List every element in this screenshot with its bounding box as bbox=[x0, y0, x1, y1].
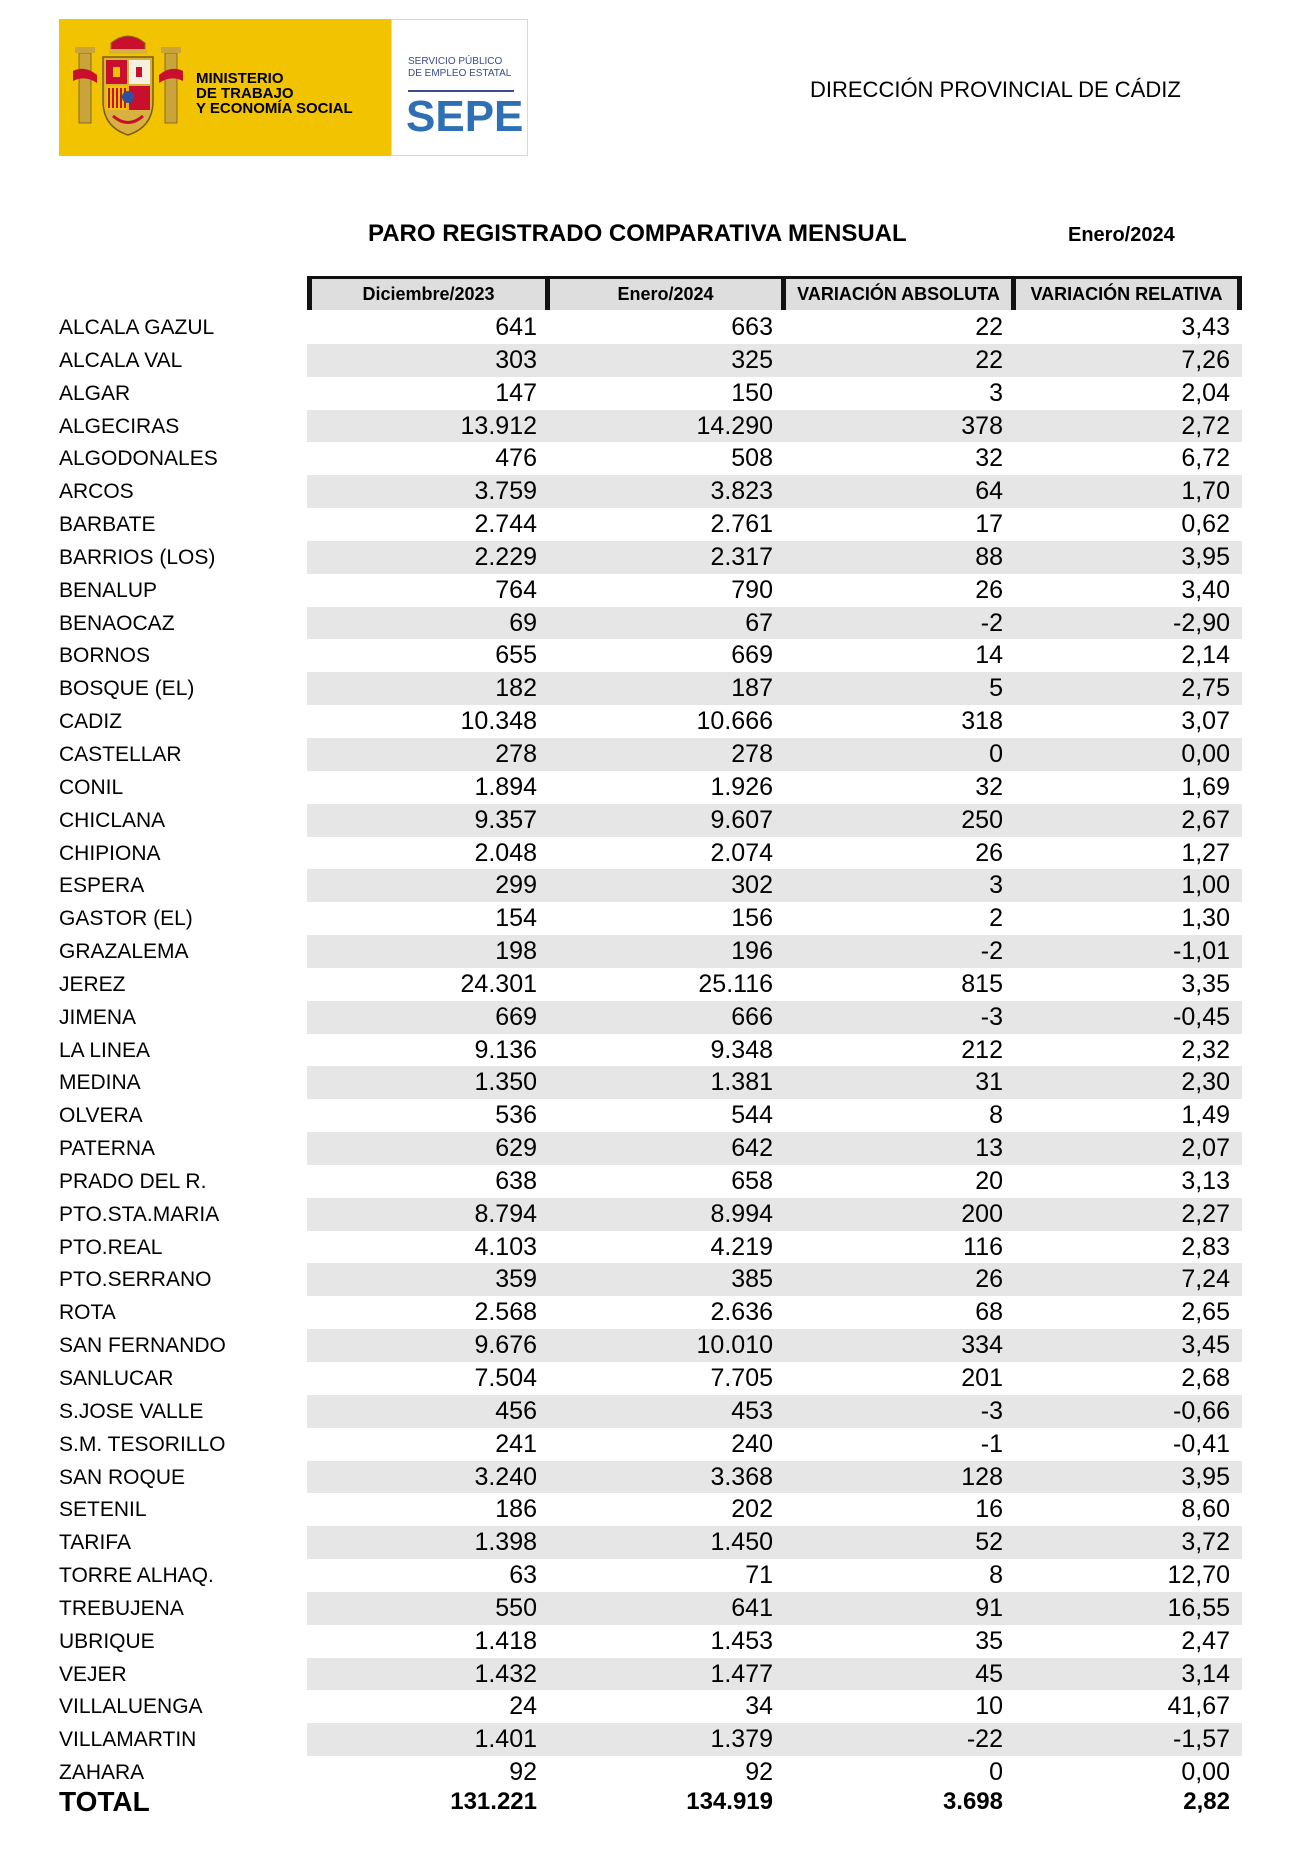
row-municipality: PTO.STA.MARIA bbox=[59, 1202, 220, 1226]
row-enero: 2.636 bbox=[710, 1298, 773, 1327]
row-enero: 641 bbox=[731, 1593, 773, 1622]
row-variacion-absoluta: 0 bbox=[989, 739, 1003, 768]
table-row bbox=[0, 1428, 1302, 1461]
row-municipality: ALCALA GAZUL bbox=[59, 316, 215, 339]
row-municipality: VEJER bbox=[59, 1662, 127, 1686]
row-municipality: OLVERA bbox=[59, 1104, 143, 1128]
row-diciembre: 182 bbox=[495, 674, 537, 703]
sepe-wordmark: SEPE bbox=[406, 92, 524, 141]
row-enero: 666 bbox=[731, 1002, 773, 1031]
row-variacion-absoluta: 334 bbox=[961, 1331, 1003, 1360]
row-enero: 7.705 bbox=[710, 1364, 773, 1392]
row-enero: 544 bbox=[731, 1101, 773, 1130]
row-diciembre: 9.357 bbox=[474, 805, 537, 834]
row-municipality: SAN ROQUE bbox=[59, 1465, 186, 1489]
table-row bbox=[0, 1526, 1302, 1559]
row-variacion-relativa: 2,83 bbox=[1181, 1232, 1230, 1261]
row-variacion-relativa: 2,04 bbox=[1181, 378, 1230, 407]
row-variacion-absoluta: 26 bbox=[975, 1265, 1003, 1294]
row-municipality: MEDINA bbox=[59, 1071, 141, 1095]
row-variacion-relativa: 12,70 bbox=[1167, 1561, 1230, 1590]
row-variacion-relativa: 2,14 bbox=[1181, 641, 1230, 670]
col-header-enero: Enero/2024 bbox=[545, 276, 781, 310]
row-enero: 71 bbox=[745, 1561, 773, 1590]
row-variacion-relativa: 1,70 bbox=[1181, 477, 1230, 506]
row-variacion-relativa: 41,67 bbox=[1167, 1692, 1230, 1721]
row-enero: 92 bbox=[745, 1758, 773, 1787]
row-enero: 10.010 bbox=[696, 1331, 773, 1360]
row-diciembre: 1.398 bbox=[474, 1528, 537, 1557]
row-municipality: JIMENA bbox=[59, 1005, 137, 1029]
table-row bbox=[0, 1001, 1302, 1034]
row-variacion-relativa: -0,41 bbox=[1173, 1429, 1230, 1458]
table-row bbox=[0, 1690, 1302, 1723]
row-diciembre: 92 bbox=[509, 1758, 537, 1787]
row-variacion-absoluta: 8 bbox=[989, 1561, 1003, 1590]
row-municipality: BARBATE bbox=[59, 513, 156, 537]
row-diciembre: 4.103 bbox=[474, 1232, 537, 1261]
row-variacion-relativa: 2,72 bbox=[1181, 411, 1230, 440]
row-enero: 325 bbox=[731, 345, 773, 374]
row-enero: 150 bbox=[731, 378, 773, 407]
table-row bbox=[0, 1296, 1302, 1329]
total-row bbox=[0, 1782, 1302, 1822]
row-municipality: SANLUCAR bbox=[59, 1367, 174, 1390]
row-enero: 240 bbox=[731, 1429, 773, 1458]
table-row bbox=[0, 738, 1302, 771]
row-variacion-relativa: 3,95 bbox=[1181, 1462, 1230, 1491]
table-row bbox=[0, 1329, 1302, 1362]
row-diciembre: 629 bbox=[495, 1134, 537, 1163]
row-municipality: PATERNA bbox=[59, 1137, 156, 1161]
row-enero: 302 bbox=[731, 871, 773, 900]
direccion-provincial: DIRECCIÓN PROVINCIAL DE CÁDIZ bbox=[810, 77, 1181, 102]
row-variacion-absoluta: 3 bbox=[989, 871, 1003, 900]
row-diciembre: 13.912 bbox=[460, 411, 537, 440]
row-variacion-relativa: 2,68 bbox=[1181, 1364, 1230, 1392]
row-enero: 1.381 bbox=[710, 1068, 773, 1097]
row-enero: 1.450 bbox=[710, 1528, 773, 1557]
table-row bbox=[0, 1461, 1302, 1494]
table-row bbox=[0, 1362, 1302, 1395]
row-variacion-absoluta: 0 bbox=[989, 1758, 1003, 1787]
row-municipality: VILLAMARTIN bbox=[59, 1728, 197, 1752]
table-row bbox=[0, 1658, 1302, 1691]
row-diciembre: 359 bbox=[495, 1265, 537, 1294]
row-diciembre: 10.348 bbox=[460, 707, 537, 736]
table-row bbox=[0, 902, 1302, 935]
row-diciembre: 3.240 bbox=[474, 1462, 537, 1491]
row-diciembre: 1.894 bbox=[474, 772, 537, 801]
table-row bbox=[0, 410, 1302, 443]
table-row bbox=[0, 377, 1302, 410]
row-variacion-relativa: 7,24 bbox=[1181, 1265, 1230, 1294]
table-row bbox=[0, 935, 1302, 968]
row-diciembre: 764 bbox=[495, 575, 537, 604]
header-logo bbox=[59, 19, 528, 156]
row-diciembre: 641 bbox=[495, 313, 537, 341]
row-variacion-relativa: 1,69 bbox=[1181, 772, 1230, 801]
row-diciembre: 3.759 bbox=[474, 477, 537, 506]
row-diciembre: 198 bbox=[495, 937, 537, 966]
row-enero: 508 bbox=[731, 444, 773, 473]
row-diciembre: 2.568 bbox=[474, 1298, 537, 1327]
table-row bbox=[0, 1198, 1302, 1231]
row-municipality: CHICLANA bbox=[59, 808, 166, 832]
row-enero: 156 bbox=[731, 904, 773, 933]
row-enero: 642 bbox=[731, 1134, 773, 1163]
row-enero: 2.074 bbox=[710, 838, 773, 867]
row-variacion-absoluta: 13 bbox=[975, 1134, 1003, 1163]
total-label: TOTAL bbox=[59, 1786, 150, 1817]
row-diciembre: 69 bbox=[509, 608, 537, 637]
row-enero: 187 bbox=[731, 674, 773, 703]
table-row bbox=[0, 837, 1302, 870]
row-variacion-absoluta: 200 bbox=[961, 1199, 1003, 1228]
table-row bbox=[0, 1263, 1302, 1296]
row-municipality: ALGAR bbox=[59, 381, 131, 405]
row-diciembre: 24 bbox=[509, 1692, 537, 1721]
total-variacion-absoluta: 3.698 bbox=[942, 1788, 1003, 1815]
row-municipality: GASTOR (EL) bbox=[59, 907, 193, 931]
table-row bbox=[0, 672, 1302, 705]
row-municipality: TREBUJENA bbox=[59, 1596, 184, 1620]
row-enero: 658 bbox=[731, 1166, 773, 1195]
row-variacion-relativa: 2,65 bbox=[1181, 1298, 1230, 1327]
row-variacion-absoluta: 17 bbox=[975, 510, 1003, 539]
row-municipality: UBRIQUE bbox=[59, 1629, 155, 1653]
row-enero: 1.926 bbox=[710, 772, 773, 801]
row-variacion-relativa: 2,75 bbox=[1181, 674, 1230, 703]
table-row bbox=[0, 508, 1302, 541]
row-municipality: PTO.REAL bbox=[59, 1235, 163, 1259]
table-row bbox=[0, 1559, 1302, 1592]
row-diciembre: 550 bbox=[495, 1593, 537, 1622]
row-diciembre: 63 bbox=[509, 1561, 537, 1590]
row-enero: 34 bbox=[745, 1692, 773, 1721]
row-municipality: GRAZALEMA bbox=[59, 940, 189, 964]
row-enero: 8.994 bbox=[710, 1199, 773, 1228]
row-variacion-absoluta: 128 bbox=[961, 1462, 1003, 1491]
row-variacion-relativa: 2,32 bbox=[1181, 1035, 1230, 1064]
row-enero: 669 bbox=[731, 641, 773, 670]
row-variacion-absoluta: 10 bbox=[975, 1692, 1003, 1721]
row-variacion-absoluta: 20 bbox=[975, 1166, 1003, 1195]
row-municipality: ALCALA VAL bbox=[59, 348, 183, 372]
row-variacion-absoluta: 16 bbox=[975, 1495, 1003, 1524]
row-municipality: ROTA bbox=[59, 1301, 116, 1325]
row-municipality: ALGECIRAS bbox=[59, 414, 180, 438]
row-municipality: TORRE ALHAQ. bbox=[59, 1564, 214, 1588]
row-enero: 453 bbox=[731, 1396, 773, 1425]
row-enero: 9.607 bbox=[710, 805, 773, 834]
row-diciembre: 154 bbox=[495, 904, 537, 933]
row-municipality: TARIFA bbox=[59, 1531, 131, 1555]
table-row bbox=[0, 475, 1302, 508]
row-municipality: LA LINEA bbox=[59, 1038, 151, 1062]
row-municipality: CHIPIONA bbox=[59, 841, 161, 865]
sepe-logo bbox=[391, 19, 528, 156]
row-variacion-absoluta: 32 bbox=[975, 444, 1003, 473]
row-diciembre: 299 bbox=[495, 871, 537, 900]
row-diciembre: 638 bbox=[495, 1166, 537, 1195]
row-enero: 4.219 bbox=[710, 1232, 773, 1261]
row-variacion-relativa: 0,62 bbox=[1181, 510, 1230, 539]
row-municipality: BORNOS bbox=[59, 644, 151, 668]
row-municipality: BENAOCAZ bbox=[59, 611, 175, 635]
row-variacion-absoluta: 52 bbox=[975, 1528, 1003, 1557]
row-variacion-relativa: -1,57 bbox=[1173, 1725, 1230, 1754]
row-variacion-relativa: 16,55 bbox=[1167, 1593, 1230, 1622]
row-variacion-relativa: 0,00 bbox=[1181, 1758, 1230, 1787]
table-row bbox=[0, 607, 1302, 640]
row-diciembre: 669 bbox=[495, 1002, 537, 1031]
row-enero: 663 bbox=[731, 313, 773, 341]
row-variacion-relativa: 3,14 bbox=[1181, 1659, 1230, 1688]
row-enero: 1.379 bbox=[710, 1725, 773, 1754]
row-diciembre: 241 bbox=[495, 1429, 537, 1458]
row-enero: 9.348 bbox=[710, 1035, 773, 1064]
row-variacion-relativa: 3,72 bbox=[1181, 1528, 1230, 1557]
row-diciembre: 186 bbox=[495, 1495, 537, 1524]
row-variacion-relativa: 3,07 bbox=[1181, 707, 1230, 736]
row-enero: 2.317 bbox=[710, 542, 773, 571]
row-variacion-relativa: 3,35 bbox=[1181, 969, 1230, 998]
row-variacion-absoluta: 5 bbox=[989, 674, 1003, 703]
table-row bbox=[0, 541, 1302, 574]
row-municipality: BARRIOS (LOS) bbox=[59, 545, 216, 569]
row-variacion-relativa: -0,66 bbox=[1173, 1396, 1230, 1425]
total-diciembre: 131.221 bbox=[450, 1788, 537, 1815]
table-row bbox=[0, 705, 1302, 738]
row-variacion-absoluta: -3 bbox=[980, 1396, 1003, 1425]
row-enero: 202 bbox=[731, 1495, 773, 1524]
row-enero: 3.368 bbox=[710, 1462, 773, 1491]
table-row bbox=[0, 1165, 1302, 1198]
row-diciembre: 1.432 bbox=[474, 1659, 537, 1688]
row-variacion-absoluta: 26 bbox=[975, 575, 1003, 604]
row-enero: 1.477 bbox=[710, 1659, 773, 1688]
row-variacion-absoluta: 378 bbox=[961, 411, 1003, 440]
table-row bbox=[0, 1132, 1302, 1165]
row-variacion-relativa: -0,45 bbox=[1173, 1002, 1230, 1031]
table-row bbox=[0, 771, 1302, 804]
row-enero: 67 bbox=[745, 608, 773, 637]
row-variacion-relativa: 3,13 bbox=[1181, 1166, 1230, 1195]
row-variacion-absoluta: 201 bbox=[961, 1364, 1003, 1392]
row-enero: 25.116 bbox=[698, 969, 773, 998]
table-row bbox=[0, 1231, 1302, 1264]
row-variacion-absoluta: 35 bbox=[975, 1626, 1003, 1655]
row-variacion-absoluta: 14 bbox=[975, 641, 1003, 670]
row-variacion-relativa: 3,43 bbox=[1181, 313, 1230, 341]
row-variacion-absoluta: 22 bbox=[975, 345, 1003, 374]
row-municipality: CADIZ bbox=[59, 710, 122, 734]
row-variacion-absoluta: 91 bbox=[975, 1593, 1003, 1622]
row-municipality: SETENIL bbox=[59, 1498, 147, 1522]
table-row bbox=[0, 1625, 1302, 1658]
row-diciembre: 9.676 bbox=[474, 1331, 537, 1360]
row-variacion-relativa: -2,90 bbox=[1173, 608, 1230, 637]
row-enero: 10.666 bbox=[696, 707, 773, 736]
table-row bbox=[0, 442, 1302, 475]
row-diciembre: 8.794 bbox=[474, 1199, 537, 1228]
table-row bbox=[0, 574, 1302, 607]
row-variacion-absoluta: 8 bbox=[989, 1101, 1003, 1130]
ministerio-name: MINISTERIO DE TRABAJO Y ECONOMÍA SOCIAL bbox=[196, 70, 353, 117]
row-enero: 14.290 bbox=[696, 411, 773, 440]
row-variacion-absoluta: 45 bbox=[975, 1659, 1003, 1688]
row-variacion-absoluta: -2 bbox=[980, 937, 1003, 966]
row-enero: 196 bbox=[731, 937, 773, 966]
row-diciembre: 303 bbox=[495, 345, 537, 374]
total-enero: 134.919 bbox=[686, 1788, 773, 1815]
row-municipality: CASTELLAR bbox=[59, 742, 182, 766]
row-enero: 1.453 bbox=[710, 1626, 773, 1655]
row-variacion-absoluta: 26 bbox=[975, 838, 1003, 867]
row-municipality: S.M. TESORILLO bbox=[59, 1432, 226, 1456]
table-row bbox=[0, 344, 1302, 377]
row-municipality: VILLALUENGA bbox=[59, 1695, 203, 1719]
row-variacion-absoluta: -3 bbox=[980, 1002, 1003, 1031]
table-row bbox=[0, 1395, 1302, 1428]
row-variacion-relativa: 1,27 bbox=[1181, 838, 1230, 867]
row-enero: 278 bbox=[731, 739, 773, 768]
row-variacion-absoluta: 22 bbox=[975, 313, 1003, 341]
row-variacion-relativa: -1,01 bbox=[1173, 937, 1230, 966]
table-header bbox=[307, 276, 1242, 310]
row-variacion-relativa: 8,60 bbox=[1181, 1495, 1230, 1524]
row-variacion-relativa: 2,27 bbox=[1181, 1199, 1230, 1228]
row-municipality: BENALUP bbox=[59, 578, 158, 602]
row-municipality: PRADO DEL R. bbox=[59, 1169, 207, 1193]
row-variacion-absoluta: 212 bbox=[961, 1035, 1003, 1064]
row-diciembre: 2.048 bbox=[474, 838, 537, 867]
table-row bbox=[0, 311, 1302, 344]
row-enero: 2.761 bbox=[710, 510, 773, 539]
row-diciembre: 476 bbox=[495, 444, 537, 473]
table-row bbox=[0, 1034, 1302, 1067]
row-variacion-relativa: 2,30 bbox=[1181, 1068, 1230, 1097]
row-variacion-absoluta: 116 bbox=[963, 1232, 1003, 1261]
row-diciembre: 278 bbox=[495, 739, 537, 768]
row-municipality: ALGODONALES bbox=[59, 447, 218, 471]
table-row bbox=[0, 639, 1302, 672]
row-variacion-absoluta: 3 bbox=[989, 378, 1003, 407]
row-municipality: JEREZ bbox=[59, 972, 126, 996]
row-diciembre: 2.229 bbox=[474, 542, 537, 571]
coat-of-arms-icon bbox=[73, 31, 183, 141]
row-variacion-relativa: 0,00 bbox=[1181, 739, 1230, 768]
row-variacion-absoluta: 88 bbox=[975, 542, 1003, 571]
page-title: PARO REGISTRADO COMPARATIVA MENSUAL bbox=[368, 220, 907, 247]
ministerio-logo bbox=[59, 19, 391, 156]
total-variacion-relativa: 2,82 bbox=[1183, 1788, 1230, 1815]
row-variacion-absoluta: 32 bbox=[975, 772, 1003, 801]
row-municipality: ARCOS bbox=[59, 480, 134, 504]
row-diciembre: 24.301 bbox=[460, 969, 537, 998]
row-enero: 790 bbox=[731, 575, 773, 604]
row-variacion-relativa: 2,47 bbox=[1181, 1626, 1230, 1655]
table-row bbox=[0, 1066, 1302, 1099]
table-row bbox=[0, 869, 1302, 902]
row-municipality: BOSQUE (EL) bbox=[59, 677, 195, 701]
row-variacion-absoluta: 815 bbox=[961, 969, 1003, 998]
row-variacion-absoluta: 2 bbox=[989, 904, 1003, 933]
row-municipality: SAN FERNANDO bbox=[59, 1334, 226, 1358]
row-diciembre: 1.401 bbox=[474, 1725, 537, 1754]
row-variacion-absoluta: -22 bbox=[966, 1725, 1003, 1754]
row-municipality: PTO.SERRANO bbox=[59, 1268, 212, 1292]
table-row bbox=[0, 968, 1302, 1001]
table-row bbox=[0, 1592, 1302, 1625]
row-variacion-absoluta: 250 bbox=[961, 805, 1003, 834]
row-diciembre: 9.136 bbox=[474, 1035, 537, 1064]
row-variacion-relativa: 7,26 bbox=[1181, 345, 1230, 374]
row-variacion-relativa: 2,67 bbox=[1181, 805, 1230, 834]
row-diciembre: 2.744 bbox=[474, 510, 537, 539]
row-enero: 385 bbox=[731, 1265, 773, 1294]
row-diciembre: 456 bbox=[495, 1396, 537, 1425]
row-variacion-relativa: 6,72 bbox=[1181, 444, 1230, 473]
col-header-variacion-absoluta: VARIACIÓN ABSOLUTA bbox=[781, 276, 1011, 310]
row-diciembre: 1.350 bbox=[474, 1068, 537, 1097]
row-variacion-absoluta: -1 bbox=[980, 1429, 1003, 1458]
row-diciembre: 655 bbox=[495, 641, 537, 670]
row-municipality: S.JOSE VALLE bbox=[59, 1399, 204, 1423]
row-variacion-relativa: 1,49 bbox=[1181, 1101, 1230, 1130]
row-diciembre: 7.504 bbox=[474, 1364, 537, 1392]
table-row bbox=[0, 804, 1302, 837]
col-header-diciembre: Diciembre/2023 bbox=[307, 276, 545, 310]
sepe-subtitle: SERVICIO PÚBLICO DE EMPLEO ESTATAL bbox=[408, 56, 512, 79]
row-variacion-relativa: 1,30 bbox=[1181, 904, 1230, 933]
row-variacion-relativa: 3,40 bbox=[1181, 575, 1230, 604]
row-municipality: ESPERA bbox=[59, 874, 145, 898]
table-row bbox=[0, 1493, 1302, 1526]
row-variacion-relativa: 1,00 bbox=[1181, 871, 1230, 900]
table-row bbox=[0, 1099, 1302, 1132]
row-variacion-relativa: 3,95 bbox=[1181, 542, 1230, 571]
period-label: Enero/2024 bbox=[1068, 224, 1175, 246]
row-diciembre: 147 bbox=[495, 378, 537, 407]
col-header-variacion-relativa: VARIACIÓN RELATIVA bbox=[1011, 276, 1242, 310]
row-variacion-relativa: 3,45 bbox=[1181, 1331, 1230, 1360]
table-row bbox=[0, 1723, 1302, 1756]
row-enero: 3.823 bbox=[710, 477, 773, 506]
row-variacion-absoluta: -2 bbox=[980, 608, 1003, 637]
row-municipality: ZAHARA bbox=[59, 1761, 145, 1785]
row-variacion-absoluta: 318 bbox=[961, 707, 1003, 736]
row-municipality: CONIL bbox=[59, 775, 124, 799]
row-variacion-relativa: 2,07 bbox=[1181, 1134, 1230, 1163]
row-variacion-absoluta: 64 bbox=[975, 477, 1003, 506]
row-diciembre: 1.418 bbox=[474, 1626, 537, 1655]
row-variacion-absoluta: 68 bbox=[975, 1298, 1003, 1327]
row-variacion-absoluta: 31 bbox=[975, 1068, 1003, 1097]
row-diciembre: 536 bbox=[495, 1101, 537, 1130]
data-table bbox=[0, 311, 1302, 1789]
